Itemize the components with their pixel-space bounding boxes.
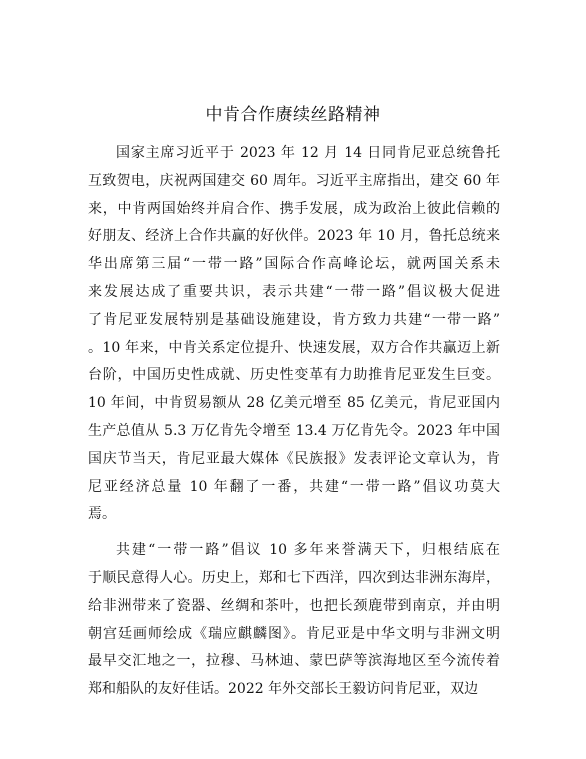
text-line: 来，中肯两国始终并肩合作、携手发展，成为政治上彼此信赖的 bbox=[88, 200, 500, 217]
text-line: 郑和船队的友好佳话。2022 年外交部长王毅访问肯尼亚，双边 bbox=[88, 681, 479, 698]
text-line: 国家主席习近平于 2023 年 12 月 14 日同肯尼亚总统鲁托 bbox=[116, 145, 500, 161]
paragraph-spacer bbox=[88, 529, 500, 537]
paragraph bbox=[88, 537, 500, 704]
text-line: 尼亚经济总量 10 年翻了一番，共建“一带一路”倡议功莫大 bbox=[88, 478, 500, 495]
text-line: 台阶，中国历史性成就、历史性变革有力助推肯尼亚发生巨变。 bbox=[88, 367, 500, 384]
text-line: 朝宫廷画师绘成《瑞应麒麟图》。肯尼亚是中华文明与非洲文明 bbox=[88, 625, 500, 642]
text-line: 生产总值从 5.3 万亿肯先令增至 13.4 万亿肯先令。2023 年中国 bbox=[88, 422, 500, 439]
text-line: 了肯尼亚发展特别是基础设施建设，肯方致力共建“一带一路” bbox=[88, 311, 500, 328]
text-line: 华出席第三届“一带一路”国际合作高峰论坛，就两国关系未 bbox=[88, 256, 500, 273]
document-title: 中肯合作赓续丝路精神 bbox=[205, 105, 381, 125]
text-line: 来发展达成了重要共识，表示共建“一带一路”倡议极大促进 bbox=[88, 283, 500, 300]
text-line: 焉。 bbox=[88, 506, 116, 523]
document-body bbox=[88, 140, 500, 704]
text-line: 。10 年来，中肯关系定位提升、快速发展，双方合作共赢迈上新 bbox=[88, 339, 500, 356]
text-line: 国庆节当天，肯尼亚最大媒体《民族报》发表评论文章认为，肯 bbox=[88, 450, 500, 467]
text-line: 好朋友、经济上合作共赢的好伙伴。2023 年 10 月，鲁托总统来 bbox=[88, 228, 500, 245]
text-line: 给非洲带来了瓷器、丝绸和茶叶，也把长颈鹿带到南京，并由明 bbox=[88, 597, 500, 614]
paragraph bbox=[88, 140, 500, 529]
text-line: 于顺民意得人心。历史上，郑和七下西洋，四次到达非洲东海岸， bbox=[88, 569, 500, 586]
text-line: 最早交汇地之一，拉穆、马林迪、蒙巴萨等滨海地区至今流传着 bbox=[88, 653, 500, 670]
text-line: 共建“一带一路”倡议 10 多年来誉满天下，归根结底在 bbox=[116, 542, 500, 559]
text-line: 互致贺电，庆祝两国建交 60 周年。习近平主席指出，建交 60 年 bbox=[88, 172, 500, 189]
text-line: 10 年间，中肯贸易额从 28 亿美元增至 85 亿美元，肯尼亚国内 bbox=[88, 395, 500, 412]
